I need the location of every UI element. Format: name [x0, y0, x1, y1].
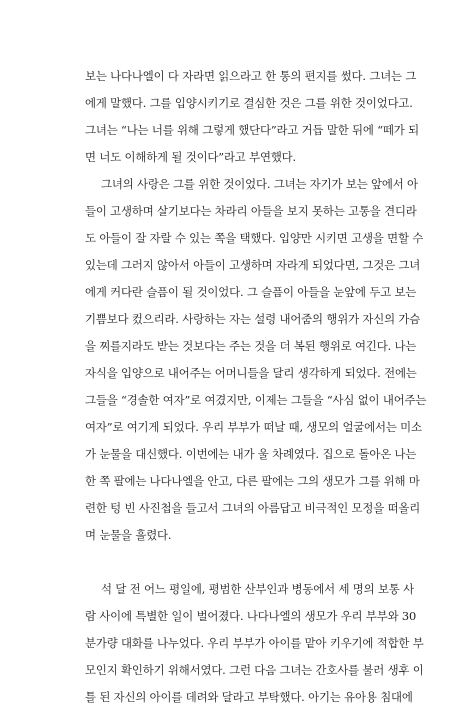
body-line: 있는데 그러지 않아서 아들이 고생하며 자라게 되었다면, 그것은 그녀 — [85, 258, 421, 272]
body-line: 그녀는 “나는 너를 위해 그렇게 했단다”라고 거듭 말한 뒤에 “떼가 되 — [85, 123, 419, 137]
body-line: 들이 고생하며 살기보다는 차라리 아들을 보지 못하는 고통을 견디라 — [85, 204, 417, 218]
body-line: 가 눈물을 대신했다. 이번에는 내가 울 차례였다. 집으로 돌아온 나는 — [85, 447, 417, 461]
body-line: 며 눈물을 흘렸다. — [85, 528, 172, 542]
body-line: 여자”로 여기게 되었다. 우리 부부가 떠날 때, 생모의 얼굴에서는 미소 — [85, 420, 422, 434]
body-line: 틀 된 자신의 아이를 데려와 달라고 부탁했다. 아기는 유아용 침대에 — [85, 690, 413, 704]
paragraph-first-line: 석 달 전 어느 평일에, 평범한 산부인과 병동에서 세 명의 보통 사 — [101, 582, 414, 596]
body-line: 그들을 “경솔한 여자”로 여겼지만, 이제는 그들을 “사심 없이 내어주는 — [85, 393, 427, 407]
body-line: 한 쪽 팔에는 나다나엘을 안고, 다른 팔에는 그의 생모가 그를 위해 마 — [85, 474, 420, 488]
body-line: 을 찌를지라도 받는 것보다는 주는 것을 더 복된 행위로 여긴다. 나는 — [85, 339, 417, 353]
body-line: 도 아들이 잘 자랄 수 있는 쪽을 택했다. 입양만 시키면 고생을 면할 수 — [85, 231, 424, 245]
paragraph-first-line: 그녀의 사랑은 그를 위한 것이었다. 그녀는 자기가 보는 앞에서 아 — [101, 177, 418, 191]
body-line: 모인지 확인하기 위해서였다. 그런 다음 그녀는 간호사를 불러 생후 이 — [85, 663, 424, 677]
body-line: 면 너도 이해하게 될 것이다”라고 부연했다. — [85, 150, 297, 164]
body-line: 에게 커다란 슬픔이 될 것이었다. 그 슬픔이 아들을 눈앞에 두고 보는 — [85, 285, 417, 299]
body-line: 에게 말했다. 그를 입양시키기로 결심한 것은 그를 위한 것이었다고. — [85, 96, 413, 110]
body-line: 보는 나다나엘이 다 자라면 읽으라고 한 통의 편지를 썼다. 그녀는 그 — [85, 69, 417, 83]
body-line: 기쁨보다 컸으리라. 사랑하는 자는 설령 내어줌의 행위가 자신의 가슴 — [85, 312, 421, 326]
body-line: 람 사이에 특별한 일이 벌어졌다. 나다나엘의 생모가 우리 부부와 30 — [85, 609, 417, 623]
body-line: 련한 텅 빈 사진첩을 들고서 그녀의 아름답고 비극적인 모정을 떠올리 — [85, 501, 421, 515]
body-line: 자식을 입양으로 내어주는 어머니들을 달리 생각하게 되었다. 전에는 — [85, 366, 417, 380]
body-line: 분가량 대화를 나누었다. 우리 부부가 아이를 맡아 키우기에 적합한 부 — [85, 636, 424, 650]
